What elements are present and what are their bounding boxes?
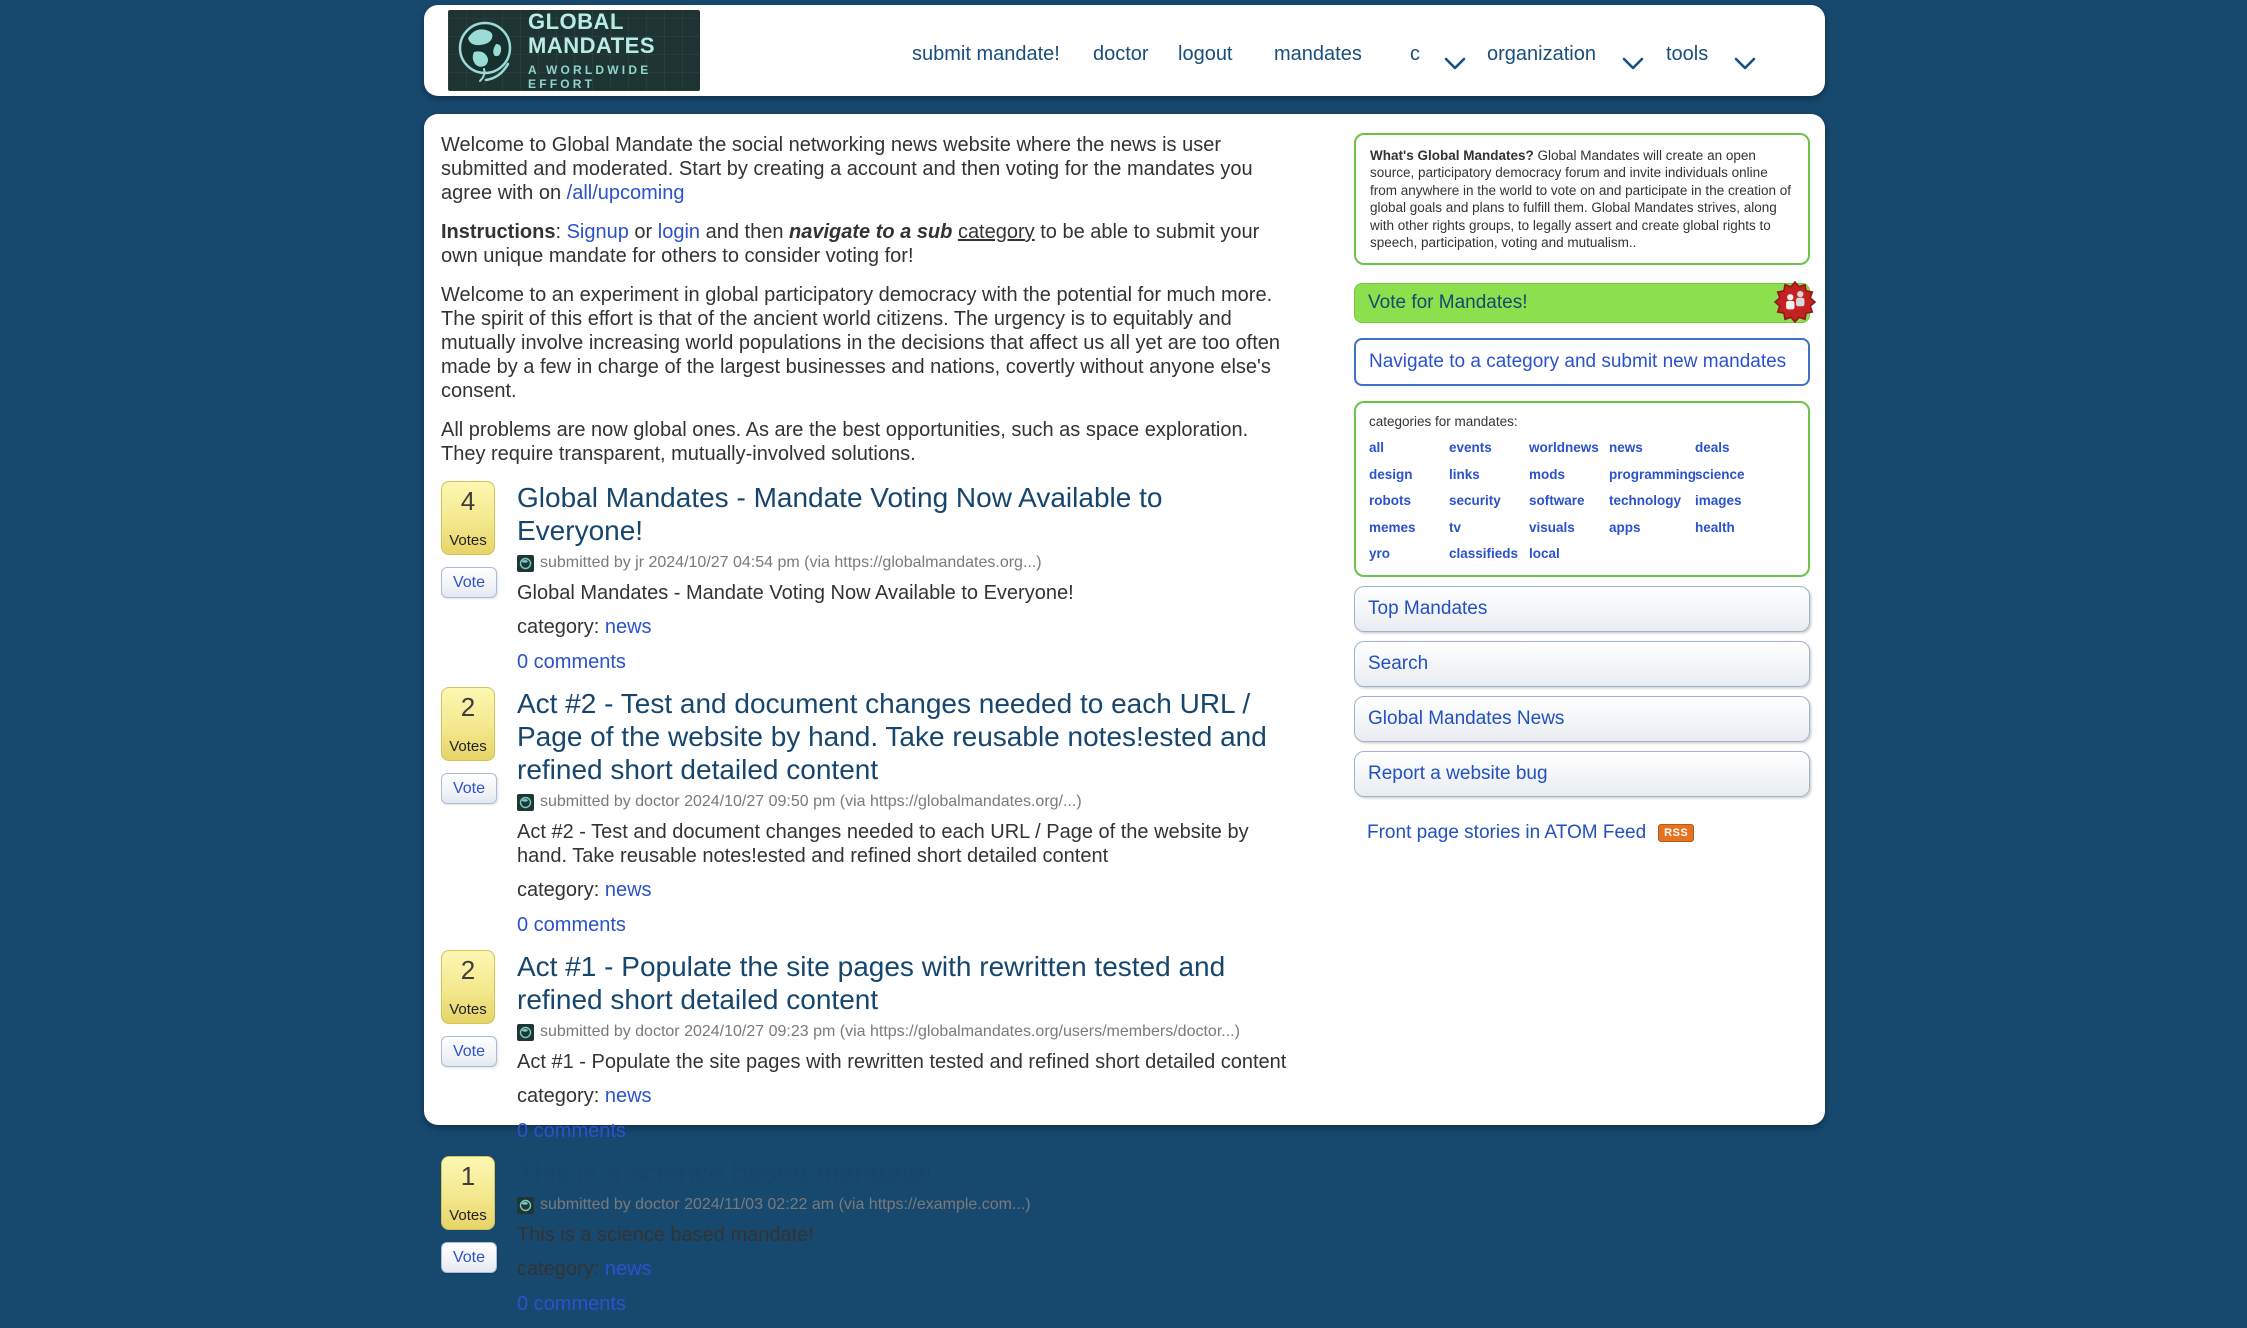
vote-count-box xyxy=(441,687,495,761)
category-link[interactable]: apps xyxy=(1609,519,1641,535)
votes-label: Votes xyxy=(449,532,487,549)
about-text: Global Mandates will create an open source, participatory democracy forum and invite individuals online from anywhere in the world to vote on and participate in the creation of global goals and plans to fulfill them. Global Mandates strives, along with other rights groups, to legally assert and create global rights to speech, participation, voting and mutualism.. xyxy=(1370,148,1791,251)
logo-text xyxy=(528,10,700,91)
vote-count-box xyxy=(441,950,495,1024)
post-body xyxy=(517,1156,1296,1316)
post-item xyxy=(441,950,1296,1143)
byline-text: submitted by doctor 2024/10/27 09:23 pm (via https://globalmandates.org/users/members/doctor...) xyxy=(540,1023,1240,1040)
navigate-category-link[interactable]: Navigate to a category and submit new mandates xyxy=(1354,338,1810,386)
about-heading: What's Global Mandates? xyxy=(1370,148,1534,163)
post-category-row xyxy=(517,1258,1296,1281)
vote-count: 4 xyxy=(460,486,476,516)
logo-subtitle: A WORLDWIDE EFFORT xyxy=(528,63,652,91)
post-category-row xyxy=(517,616,1296,639)
panel-report-bug[interactable]: Report a website bug xyxy=(1354,751,1810,797)
intro-paragraph-1 xyxy=(441,133,1296,205)
comments-link[interactable]: 0 comments xyxy=(517,1120,626,1142)
post-description: Global Mandates - Mandate Voting Now Available to Everyone! xyxy=(517,582,1074,604)
post-title-link[interactable]: Global Mandates - Mandate Voting Now Available to Everyone! xyxy=(517,482,1163,546)
post-item xyxy=(441,687,1296,937)
category-link[interactable]: news xyxy=(1609,440,1643,456)
votes-label: Votes xyxy=(449,1001,487,1018)
post-description: This is a science based mandate! xyxy=(517,1224,814,1246)
signup-link[interactable]: Signup xyxy=(566,221,629,243)
panel-global-mandates-news[interactable]: Global Mandates News xyxy=(1354,696,1810,742)
nav-mandates[interactable]: mandates xyxy=(1274,43,1362,65)
submitter-favicon-icon xyxy=(517,1024,534,1041)
post-category-row xyxy=(517,1085,1296,1108)
category-underlined-text: category xyxy=(957,221,1035,243)
post-body xyxy=(517,687,1296,937)
post-byline xyxy=(517,793,1296,811)
category-link[interactable]: images xyxy=(1695,493,1742,509)
category-label: category: xyxy=(517,1258,605,1280)
vote-count: 1 xyxy=(460,1161,476,1191)
submitter-favicon-icon xyxy=(517,1197,534,1214)
post-byline xyxy=(517,1196,1296,1214)
vote-button[interactable]: Vote xyxy=(441,567,497,598)
vote-column xyxy=(441,687,497,937)
instructions-label: Instructions xyxy=(441,221,556,243)
post-title-link[interactable]: Act #2 - Test and document changes needed to each URL / Page of the website by hand. Take reusable notes!ested and refined short detailed content xyxy=(517,688,1267,785)
categories-box xyxy=(1354,401,1810,577)
ribbon-badge-icon xyxy=(1774,281,1816,323)
category-link[interactable]: software xyxy=(1529,493,1585,509)
category-link[interactable]: programming xyxy=(1609,466,1697,482)
vote-count-box xyxy=(441,481,495,555)
post-item xyxy=(441,1156,1296,1316)
vote-count-box xyxy=(441,1156,495,1230)
comments-link[interactable]: 0 comments xyxy=(517,651,626,673)
andthen-text: and then xyxy=(700,221,789,243)
category-link[interactable]: links xyxy=(1449,466,1480,482)
nav-logout[interactable]: logout xyxy=(1178,43,1233,65)
category-link[interactable]: deals xyxy=(1695,440,1730,456)
or-text: or xyxy=(628,221,658,243)
category-label: category: xyxy=(517,879,605,901)
about-box xyxy=(1354,133,1810,265)
votes-label: Votes xyxy=(449,738,487,755)
vote-column xyxy=(441,950,497,1143)
post-title-link[interactable]: This is a science based mandate! xyxy=(517,1157,933,1188)
vote-button[interactable]: Vote xyxy=(441,773,497,804)
category-link[interactable]: news xyxy=(604,1258,652,1280)
nav-categories[interactable]: c xyxy=(1410,43,1420,65)
site-logo[interactable] xyxy=(448,10,700,91)
vote-count: 2 xyxy=(460,955,476,985)
all-upcoming-link[interactable]: /all/upcoming xyxy=(566,182,685,204)
content-card xyxy=(424,114,1825,1315)
post-description: Act #1 - Populate the site pages with rewritten tested and refined short detailed content xyxy=(517,1051,1287,1073)
vote-column xyxy=(441,481,497,674)
category-link[interactable]: yro xyxy=(1369,546,1391,562)
post-title-link[interactable]: Act #1 - Populate the site pages with rewritten tested and refined short detailed content xyxy=(517,951,1226,1015)
category-link[interactable]: technology xyxy=(1609,493,1682,509)
atom-feed-row xyxy=(1354,822,1810,844)
post-byline xyxy=(517,1023,1296,1041)
vote-bar-label: Vote for Mandates! xyxy=(1368,292,1528,314)
category-link[interactable]: design xyxy=(1369,466,1413,482)
post-description: Act #2 - Test and document changes needed to each URL / Page of the website by hand. Take reusable notes!ested and refined short detailed content xyxy=(517,821,1249,867)
byline-text: submitted by doctor 2024/10/27 09:50 pm (via https://globalmandates.org/...) xyxy=(540,793,1082,810)
navigate-sub-text: navigate to a sub xyxy=(789,221,953,243)
chevron-down-icon[interactable] xyxy=(1444,57,1466,71)
category-link[interactable]: robots xyxy=(1369,493,1411,509)
nav-user-doctor[interactable]: doctor xyxy=(1093,43,1149,65)
nav-tools[interactable]: tools xyxy=(1666,43,1709,65)
votes-label: Votes xyxy=(449,1207,487,1224)
categories-title: categories for mandates: xyxy=(1369,414,1518,430)
post-item xyxy=(441,481,1296,674)
chevron-down-icon[interactable] xyxy=(1734,57,1756,71)
category-link[interactable]: events xyxy=(1449,440,1492,456)
byline-text: submitted by jr 2024/10/27 04:54 pm (via https://globalmandates.org...) xyxy=(540,554,1042,571)
colon: : xyxy=(555,221,567,243)
category-link[interactable]: news xyxy=(604,1085,652,1107)
post-body xyxy=(517,950,1296,1143)
categories-grid xyxy=(1369,439,1795,562)
rss-badge-icon[interactable]: RSS xyxy=(1658,824,1694,842)
category-link[interactable]: science xyxy=(1695,466,1745,482)
category-link[interactable]: classifieds xyxy=(1449,546,1519,562)
comments-link[interactable]: 0 comments xyxy=(517,1293,626,1315)
category-link[interactable]: all xyxy=(1369,440,1385,456)
panel-top-mandates[interactable]: Top Mandates xyxy=(1354,586,1810,632)
category-link[interactable]: news xyxy=(604,616,652,638)
vote-count: 2 xyxy=(460,692,476,722)
nav-submit-mandate[interactable]: submit mandate! xyxy=(912,43,1060,65)
instructions-rest: to be able to submit your own unique mandate for others to consider voting for! xyxy=(441,221,1260,267)
post-category-row xyxy=(517,879,1296,902)
atom-feed-link[interactable]: Front page stories in ATOM Feed xyxy=(1367,822,1647,844)
category-link[interactable]: security xyxy=(1449,493,1501,509)
submitter-favicon-icon xyxy=(517,555,534,572)
intro-paragraph-3: Welcome to an experiment in global participatory democracy with the potential for much more. The spirit of this effort is that of the ancient world citizens. The urgency is to equitably and mutually involve increasing world populations in the decisions that affect us all yet are too often made by a few in charge of the largest businesses and nations, covertly without anyone else's consent. xyxy=(441,284,1281,402)
vote-for-mandates-bar[interactable] xyxy=(1354,283,1810,323)
category-label: category: xyxy=(517,1085,605,1107)
chevron-down-icon[interactable] xyxy=(1622,57,1644,71)
panel-search[interactable]: Search xyxy=(1354,641,1810,687)
intro-paragraph-2 xyxy=(441,220,1296,268)
byline-text: submitted by doctor 2024/11/03 02:22 am (via https://example.com...) xyxy=(540,1196,1031,1213)
intro-p1-text: Welcome to Global Mandate the social networking news website where the news is user submitted and moderated. Start by creating a account and then voting for the mandates you agree with on xyxy=(441,134,1253,204)
header-bar xyxy=(424,5,1825,96)
category-link[interactable]: tv xyxy=(1449,519,1462,535)
category-link[interactable]: memes xyxy=(1369,519,1416,535)
vote-button[interactable]: Vote xyxy=(441,1242,497,1273)
category-label: category: xyxy=(517,616,605,638)
sidebar xyxy=(1354,133,1810,844)
globe-icon xyxy=(456,18,518,84)
comments-link[interactable]: 0 comments xyxy=(517,914,626,936)
intro-paragraph-4: All problems are now global ones. As are the best opportunities, such as space exploration. They require transparent, mutually-involved solutions. xyxy=(441,419,1249,465)
submitter-favicon-icon xyxy=(517,794,534,811)
category-link[interactable]: local xyxy=(1529,546,1560,562)
login-link[interactable]: login xyxy=(657,221,701,243)
category-link[interactable]: health xyxy=(1695,519,1735,535)
category-link[interactable]: mods xyxy=(1529,466,1566,482)
post-body xyxy=(517,481,1296,674)
nav-organization[interactable]: organization xyxy=(1487,43,1596,65)
main-column xyxy=(441,133,1296,1328)
category-link[interactable]: visuals xyxy=(1529,519,1575,535)
category-link[interactable]: news xyxy=(604,879,652,901)
vote-column xyxy=(441,1156,497,1316)
vote-button[interactable]: Vote xyxy=(441,1036,497,1067)
post-byline xyxy=(517,554,1296,572)
logo-title: GLOBAL MANDATES xyxy=(528,9,656,58)
category-link[interactable]: worldnews xyxy=(1529,440,1599,456)
